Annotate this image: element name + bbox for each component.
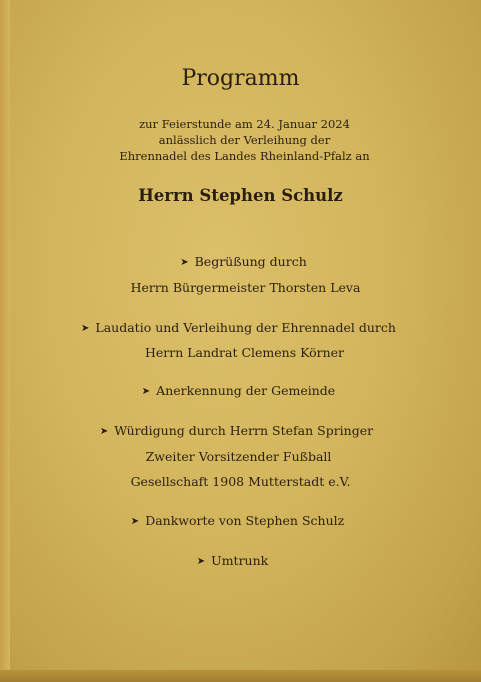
honoree-name: Herrn Stephen Schulz	[138, 186, 343, 205]
intro-line-award: Ehrennadel des Landes Rheinland-Pfalz an	[119, 149, 370, 163]
program-item-recognition	[0, 383, 479, 398]
program-item-label: Dankworte von Stephen Schulz	[145, 513, 345, 528]
program-item-tribute	[0, 423, 477, 438]
program-item-detail: Zweiter Vorsitzender Fußball	[145, 449, 332, 464]
program-item-label: Umtrunk	[211, 553, 269, 568]
program-item-detail: Herrn Bürgermeister Thorsten Leva	[130, 280, 361, 295]
arrowhead-bullet-icon: ➤	[180, 257, 189, 268]
intro-line-occasion: anlässlich der Verleihung der	[158, 133, 331, 147]
table-surface-below-sheet	[0, 670, 481, 682]
arrowhead-bullet-icon: ➤	[99, 426, 109, 437]
program-item-laudation	[0, 320, 479, 335]
program-item-detail: Herrn Landrat Clemens Körner	[144, 345, 345, 360]
program-item-detail: Gesellschaft 1908 Mutterstadt e.V.	[130, 474, 351, 489]
arrowhead-bullet-icon: ➤	[130, 516, 140, 527]
paper-left-edge	[0, 0, 10, 682]
program-item-thanks	[0, 513, 478, 528]
program-item-label: Anerkennung der Gemeinde	[156, 383, 336, 398]
program-item-label: Laudatio und Verleihung der Ehrennadel durch	[95, 320, 396, 335]
arrowhead-bullet-icon: ➤	[141, 386, 151, 397]
document-title: Programm	[181, 66, 300, 91]
arrowhead-bullet-icon: ➤	[196, 556, 206, 567]
program-item-drinks	[0, 553, 473, 568]
program-item-label: Begrüßung durch	[194, 254, 307, 269]
intro-line-date: zur Feierstunde am 24. Januar 2024	[139, 117, 350, 131]
program-item-welcome	[3, 254, 481, 269]
arrowhead-bullet-icon: ➤	[81, 323, 90, 334]
program-item-label: Würdigung durch Herrn Stefan Springer	[114, 423, 374, 438]
